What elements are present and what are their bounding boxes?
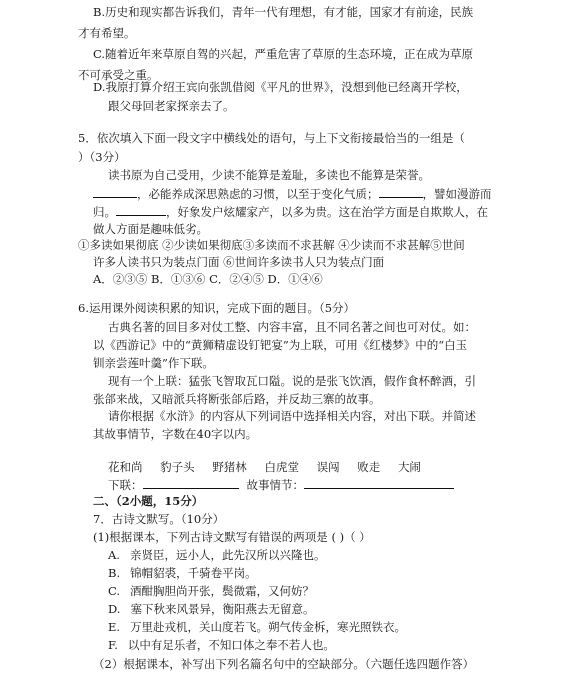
question-5-stem: 5．依次填入下面一段文字中横线处的语句，与上下文衔接最恰当的一组是（ <box>78 131 465 145</box>
option-d-line2: 跟父母回老家探亲去了。 <box>108 99 235 113</box>
item-text: 以中有足乐者，不知口体之奉不若人也。 <box>127 638 335 652</box>
option-b-line2: 才有希望。 <box>78 26 136 40</box>
q6-text-line6: 请你根据《水浒》的内容从下列词语中选择相关内容，对出下联。并简述 <box>108 409 476 423</box>
passage-line2 <box>93 186 492 201</box>
item-letter: D. <box>108 602 121 616</box>
passage-text: ，必能养成深思熟虑的习惯，以至于变化气质； <box>137 187 379 201</box>
q6-text-line4: 现有一个上联：猛张飞智取瓦口隘。说的是张飞饮酒，假作食杯醉酒，引 <box>108 374 476 388</box>
word-bank <box>108 460 421 474</box>
choices-line2: 许多人读书只为装点门面 ⑥世间许多读书人只为装点门面 <box>93 255 385 269</box>
passage-line4: 做人方面是趣味低劣。 <box>93 222 208 236</box>
question-6-stem: 6.运用课外阅读积累的知识，完成下面的题目。（5分） <box>78 301 356 315</box>
story-blank <box>304 477 454 489</box>
item-letter: C. <box>108 584 121 598</box>
poem-item <box>108 638 335 652</box>
poem-item <box>108 584 314 598</box>
item-letter: A. <box>108 548 120 562</box>
item-text: 塞下秋来风景异，衡阳燕去无留意。 <box>130 602 315 616</box>
item-text: 酒酣胸胆尚开张，鬓微霜，又何妨？ <box>130 584 315 598</box>
question-7-part1: (1)根据课本，下列古诗文默写有错误的两项是 ( )（ ） <box>93 530 371 544</box>
item-text: 亲贤臣，远小人，此先汉所以兴隆也。 <box>129 548 326 562</box>
question-5-score: ）（3分） <box>78 150 126 164</box>
choices-line1: ①多读如果彻底 ②少读如果彻底③多读而不求甚解 ④少读而不求甚解⑤世间 <box>78 238 465 252</box>
q6-text-line1: 古典名著的回目多对仗工整、内容丰富，且不同名著之间也可对仗。如： <box>108 320 476 334</box>
item-letter: E. <box>108 620 121 634</box>
passage-line1: 读书原为自己受用，少读不能算是羞耻，多读也不能算是荣誉。 <box>108 168 430 182</box>
q6-text-line5: 张郃来战，又暗派兵将断张郃后路，并反劫三寨的故事。 <box>93 392 381 406</box>
word-item: 误闯 <box>316 460 340 474</box>
option-d-line1: D.我原打算介绍王宾向张凯借阅《平凡的世界》，没想到他已经离开学校， <box>93 80 468 94</box>
answer-options: A．②③⑤ B．①③⑥ C．②④⑤ D．①④⑥ <box>93 272 323 286</box>
blank-3 <box>116 204 166 216</box>
xialian-blank <box>143 477 239 489</box>
q6-text-line2: 以《西游记》中的“黄狮精虚设钉钯宴”为上联，可用《红楼梦》中的“白玉 <box>93 338 468 352</box>
q6-text-line3: 钏亲尝莲叶羹”作下联。 <box>93 356 214 370</box>
item-text: 万里赴戎机，关山度若飞。朔气传金柝，寒光照铁衣。 <box>130 620 407 634</box>
blank-1 <box>93 186 137 198</box>
word-item: 白虎堂 <box>264 460 299 474</box>
item-letter: B. <box>108 566 121 580</box>
blank-2 <box>379 186 423 198</box>
option-b-line1: B.历史和现实都告诉我们，青年一代有理想，有才能，国家才有前途，民族 <box>93 5 474 19</box>
item-text: 锦帽貂裘，千骑卷平岗。 <box>130 566 257 580</box>
section-2-heading: 二、（2小题，15分） <box>93 494 204 508</box>
option-c-line1: C.随着近年来草原自驾的兴起，严重危害了草原的生态环境，正在成为草原 <box>93 47 474 61</box>
question-7-part2: （2）根据课本，补写出下列名篇名句中的空缺部分。（六题任选四题作答） <box>93 657 475 671</box>
passage-text: ，譬如漫游而 <box>422 187 492 201</box>
poem-item <box>108 566 257 580</box>
poem-item <box>108 620 406 634</box>
story-label: 故事情节： <box>246 478 304 492</box>
question-7-heading: 7．古诗文默写。（10分） <box>93 512 225 526</box>
item-letter: F. <box>108 638 118 652</box>
passage-text: ，好象发户炫耀家产，以多为贵。这在治学方面是自欺欺人，在 <box>166 205 488 219</box>
passage-text: 归。 <box>93 205 116 219</box>
passage-line3 <box>93 204 488 219</box>
q6-text-line7: 其故事情节，字数在40字以内。 <box>93 427 258 441</box>
word-item: 败走 <box>357 460 381 474</box>
answer-line <box>108 477 454 492</box>
word-item: 豹子头 <box>160 460 195 474</box>
xialian-label: 下联： <box>108 478 143 492</box>
option-c-line2: 不可承受之重。 <box>78 68 159 82</box>
poem-item <box>108 548 325 562</box>
word-item: 野猪林 <box>212 460 247 474</box>
word-item: 花和尚 <box>108 460 143 474</box>
word-item: 大闹 <box>397 460 421 474</box>
poem-item <box>108 602 314 616</box>
